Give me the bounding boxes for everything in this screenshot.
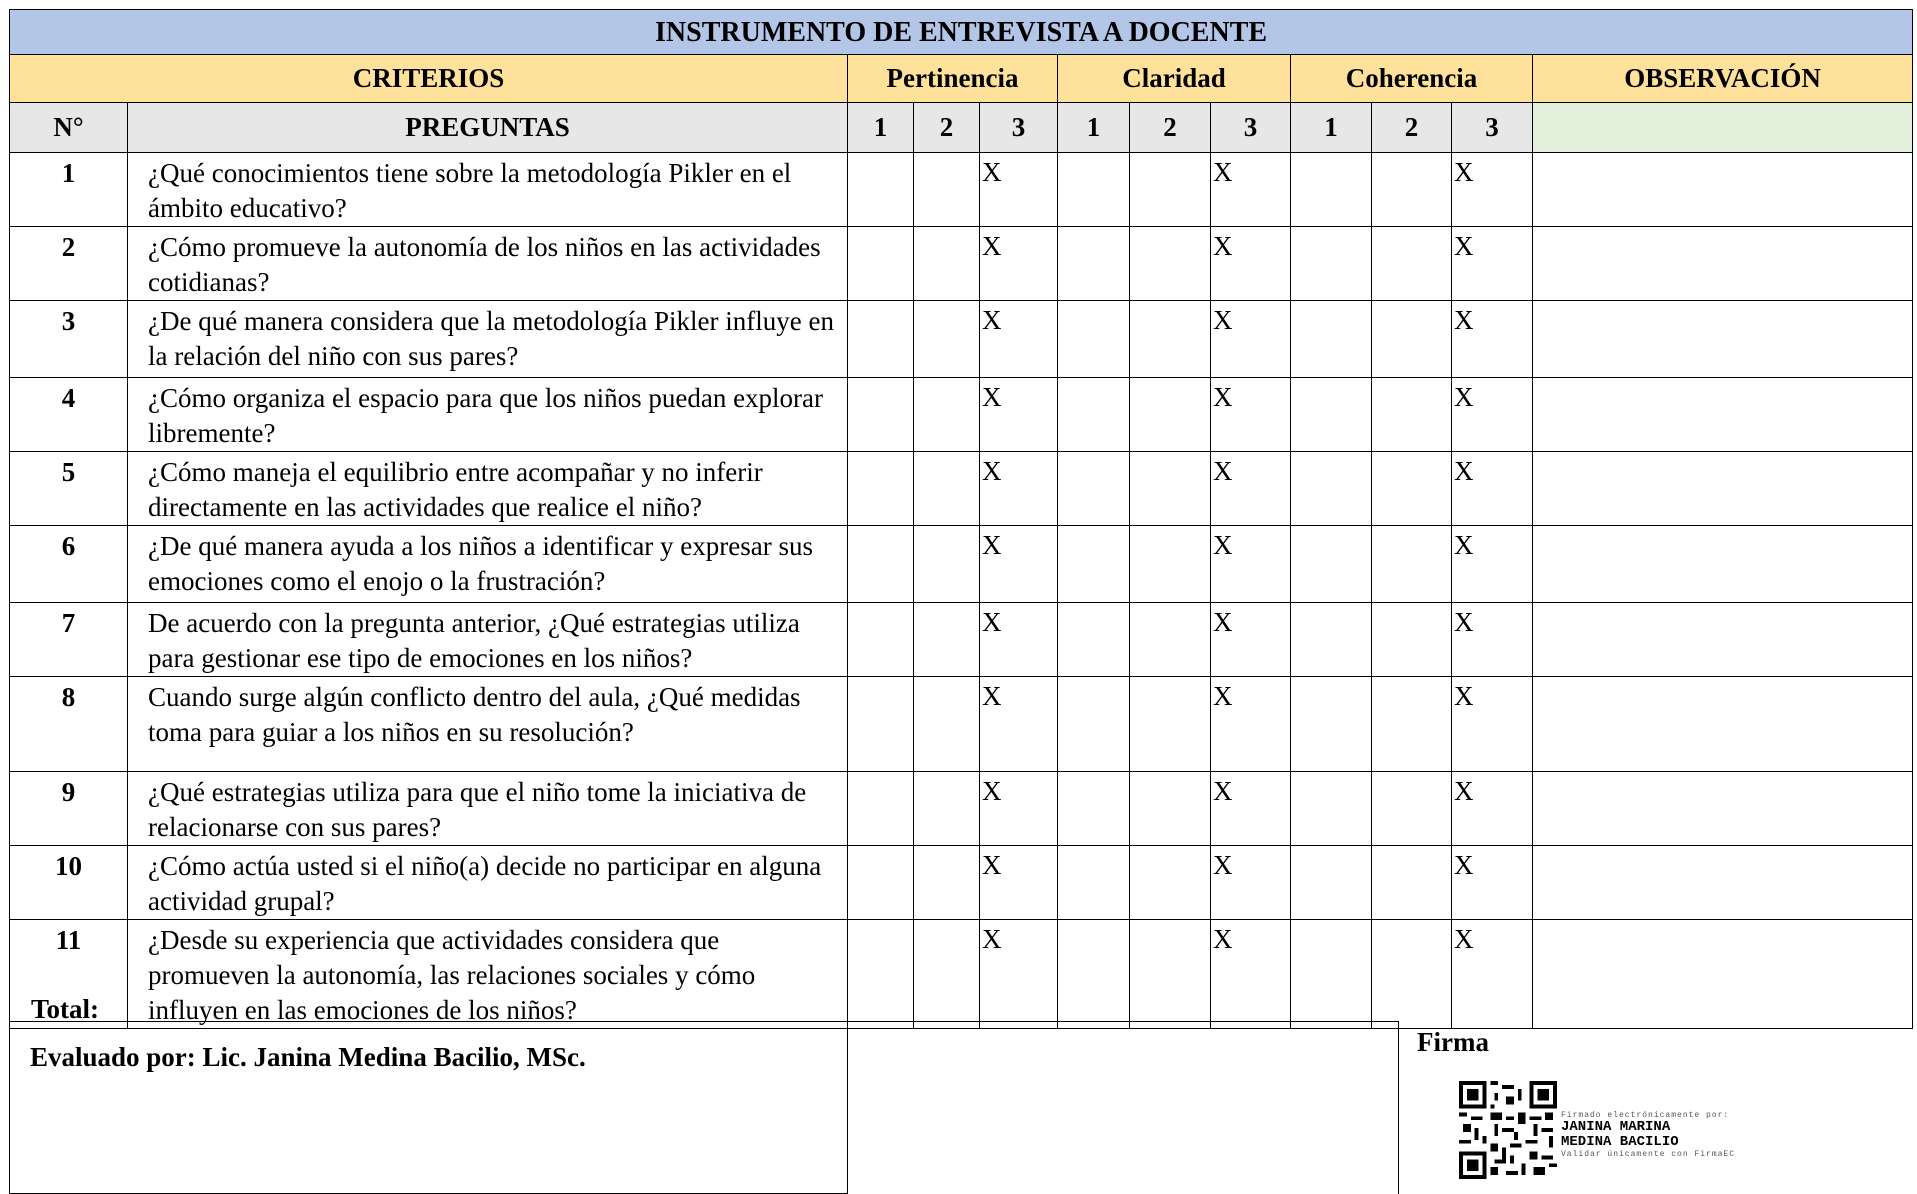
coherencia-score-1-cell — [1291, 846, 1372, 920]
pertinencia-score-2-cell — [914, 227, 980, 301]
coherencia-score-3-cell: X — [1452, 920, 1533, 1029]
claridad-score-2-cell — [1130, 846, 1211, 920]
coherencia-score-2-cell — [1372, 920, 1452, 1029]
coherencia-score-3-cell: X — [1452, 378, 1533, 452]
evaluator-cell — [9, 1021, 847, 1194]
observacion-cell — [1533, 301, 1913, 378]
claridad-score-1-cell — [1058, 378, 1130, 452]
blank-cell — [847, 1021, 1398, 1194]
coherencia-score-2-cell — [1372, 526, 1452, 603]
table-row — [10, 920, 1913, 1029]
pertinencia-score-2-cell — [914, 378, 980, 452]
observacion-cell — [1533, 378, 1913, 452]
coherencia-score-1-cell — [1291, 227, 1372, 301]
table-row — [10, 452, 1913, 526]
coherencia-score-1-cell — [1291, 920, 1372, 1029]
table-row — [10, 153, 1913, 227]
question-text: ¿Cómo maneja el equilibrio entre acompañar y no inferir directamente en las actividades que realice el niño? — [128, 452, 848, 526]
pertinencia-score-2-cell — [914, 526, 980, 603]
coherencia-score-2-cell — [1372, 452, 1452, 526]
coherencia-score-3-cell: X — [1452, 677, 1533, 772]
question-text: ¿De qué manera ayuda a los niños a identificar y expresar sus emociones como el enojo o la frustración? — [128, 526, 848, 603]
claridad-score-3-cell: X — [1211, 153, 1291, 227]
coherencia-score-1-cell — [1291, 677, 1372, 772]
pertinencia-score-3-cell: X — [980, 920, 1058, 1029]
criterios-header: CRITERIOS — [10, 55, 848, 103]
pertinencia-score-1-cell — [848, 301, 914, 378]
claridad-score-2-cell — [1130, 378, 1211, 452]
claridad-score-1-cell — [1058, 526, 1130, 603]
coherencia-score-2-cell — [1372, 301, 1452, 378]
pertinencia-score-2-cell — [914, 772, 980, 846]
claridad-score-2-cell — [1130, 227, 1211, 301]
question-number: 8 — [10, 677, 128, 772]
claridad-score-1-cell — [1058, 772, 1130, 846]
table-row — [10, 846, 1913, 920]
question-number: 7 — [10, 603, 128, 677]
question-number: 2 — [10, 227, 128, 301]
claridad-score-1-cell — [1058, 920, 1130, 1029]
signature-cell — [1398, 1021, 1912, 1194]
table-row — [10, 378, 1913, 452]
question-text: ¿Qué conocimientos tiene sobre la metodología Pikler en el ámbito educativo? — [128, 153, 848, 227]
firma-label: Firma — [1417, 1027, 1489, 1057]
claridad-score-1-cell — [1058, 153, 1130, 227]
claridad-score-1-cell — [1058, 301, 1130, 378]
coherencia-score-1-cell — [1291, 301, 1372, 378]
pertinencia-score-1-cell — [848, 846, 914, 920]
coherencia-score-3-cell: X — [1452, 526, 1533, 603]
claridad-score-1-cell — [1058, 846, 1130, 920]
claridad-score-2-cell — [1130, 526, 1211, 603]
question-text: ¿Qué estrategias utiliza para que el niño tome la iniciativa de relacionarse con sus pares? — [128, 772, 848, 846]
claridad-score-3-cell: X — [1211, 301, 1291, 378]
question-number: 5 — [10, 452, 128, 526]
question-text: De acuerdo con la pregunta anterior, ¿Qué estrategias utiliza para gestionar ese tipo de emociones en los niños? — [128, 603, 848, 677]
scale-header: 1 — [1291, 103, 1372, 153]
pertinencia-score-1-cell — [848, 153, 914, 227]
claridad-score-3-cell: X — [1211, 920, 1291, 1029]
pertinencia-score-3-cell: X — [980, 677, 1058, 772]
claridad-score-3-cell: X — [1211, 378, 1291, 452]
scale-header: 3 — [1211, 103, 1291, 153]
observacion-cell — [1533, 603, 1913, 677]
pertinencia-score-1-cell — [848, 452, 914, 526]
pertinencia-score-1-cell — [848, 603, 914, 677]
pertinencia-score-2-cell — [914, 452, 980, 526]
evaluated-by: Evaluado por: Lic. Janina Medina Bacilio, MSc. — [30, 1042, 586, 1072]
observacion-cell — [1533, 772, 1913, 846]
observacion-blank-cell — [1533, 103, 1913, 153]
coherencia-score-1-cell — [1291, 378, 1372, 452]
coherencia-score-2-cell — [1372, 846, 1452, 920]
coherencia-score-3-cell: X — [1452, 301, 1533, 378]
table-row — [10, 677, 1913, 772]
claridad-score-2-cell — [1130, 772, 1211, 846]
table-row — [10, 772, 1913, 846]
claridad-header: Claridad — [1058, 55, 1291, 103]
coherencia-score-2-cell — [1372, 378, 1452, 452]
coherencia-score-3-cell: X — [1452, 603, 1533, 677]
numero-header: N° — [10, 103, 128, 153]
pertinencia-score-1-cell — [848, 378, 914, 452]
question-text: ¿De qué manera considera que la metodología Pikler influye en la relación del niño con sus pares? — [128, 301, 848, 378]
question-number: 10 — [10, 846, 128, 920]
coherencia-score-2-cell — [1372, 677, 1452, 772]
claridad-score-3-cell: X — [1211, 526, 1291, 603]
coherencia-score-3-cell: X — [1452, 452, 1533, 526]
observacion-cell — [1533, 920, 1913, 1029]
claridad-score-1-cell — [1058, 452, 1130, 526]
observacion-cell — [1533, 526, 1913, 603]
pertinencia-score-1-cell — [848, 526, 914, 603]
electronic-signature — [1561, 1111, 1735, 1159]
coherencia-score-3-cell: X — [1452, 772, 1533, 846]
pertinencia-score-2-cell — [914, 846, 980, 920]
scale-header: 2 — [1130, 103, 1211, 153]
coherencia-score-2-cell — [1372, 153, 1452, 227]
claridad-score-3-cell: X — [1211, 846, 1291, 920]
observacion-cell — [1533, 452, 1913, 526]
claridad-score-2-cell — [1130, 301, 1211, 378]
question-number: 9 — [10, 772, 128, 846]
coherencia-score-3-cell: X — [1452, 846, 1533, 920]
claridad-score-3-cell: X — [1211, 227, 1291, 301]
pertinencia-score-1-cell — [848, 772, 914, 846]
pertinencia-score-3-cell: X — [980, 603, 1058, 677]
scale-header: 3 — [980, 103, 1058, 153]
question-text: ¿Cómo organiza el espacio para que los niños puedan explorar libremente? — [128, 378, 848, 452]
table-row — [10, 526, 1913, 603]
observacion-header: OBSERVACIÓN — [1533, 55, 1913, 103]
preguntas-header: PREGUNTAS — [128, 103, 848, 153]
evaluation-sheet — [9, 9, 1912, 1194]
claridad-score-2-cell — [1130, 452, 1211, 526]
coherencia-score-1-cell — [1291, 452, 1372, 526]
qr-code-icon — [1459, 1081, 1557, 1179]
pertinencia-score-2-cell — [914, 677, 980, 772]
question-text: ¿Desde su experiencia que actividades considera que promueven la autonomía, las relaciones sociales y cómo influyen en las emociones de los niños? — [128, 920, 848, 1029]
pertinencia-score-3-cell: X — [980, 452, 1058, 526]
coherencia-header: Coherencia — [1291, 55, 1533, 103]
table-row — [10, 227, 1913, 301]
footer — [9, 1021, 1912, 1194]
claridad-score-2-cell — [1130, 677, 1211, 772]
pertinencia-score-3-cell: X — [980, 153, 1058, 227]
document-title: INSTRUMENTO DE ENTREVISTA A DOCENTE — [10, 10, 1913, 55]
claridad-score-2-cell — [1130, 603, 1211, 677]
coherencia-score-3-cell: X — [1452, 227, 1533, 301]
pertinencia-score-1-cell — [848, 920, 914, 1029]
total-label: Total: — [31, 994, 100, 1024]
question-text: Cuando surge algún conflicto dentro del aula, ¿Qué medidas toma para guiar a los niños en su resolución? — [128, 677, 848, 772]
pertinencia-score-2-cell — [914, 920, 980, 1029]
claridad-score-3-cell: X — [1211, 772, 1291, 846]
question-text: ¿Cómo promueve la autonomía de los niños en las actividades cotidianas? — [128, 227, 848, 301]
question-number: 3 — [10, 301, 128, 378]
pertinencia-score-3-cell: X — [980, 378, 1058, 452]
claridad-score-2-cell — [1130, 153, 1211, 227]
pertinencia-score-2-cell — [914, 301, 980, 378]
coherencia-score-2-cell — [1372, 227, 1452, 301]
signature-line1: Firmado electrónicamente por: — [1561, 1111, 1730, 1120]
coherencia-score-1-cell — [1291, 772, 1372, 846]
question-number: 4 — [10, 378, 128, 452]
claridad-score-3-cell: X — [1211, 677, 1291, 772]
pertinencia-score-3-cell: X — [980, 846, 1058, 920]
claridad-score-3-cell: X — [1211, 603, 1291, 677]
observacion-cell — [1533, 153, 1913, 227]
scale-header: 3 — [1452, 103, 1533, 153]
table-row — [10, 301, 1913, 378]
scale-header: 1 — [848, 103, 914, 153]
pertinencia-score-3-cell: X — [980, 526, 1058, 603]
claridad-score-1-cell — [1058, 227, 1130, 301]
signature-line2: Validar únicamente con FirmaEC — [1561, 1150, 1736, 1159]
evaluation-table — [9, 9, 1913, 1029]
pertinencia-score-1-cell — [848, 227, 914, 301]
claridad-score-1-cell — [1058, 603, 1130, 677]
scale-header: 2 — [1372, 103, 1452, 153]
pertinencia-score-1-cell — [848, 677, 914, 772]
scale-header: 2 — [914, 103, 980, 153]
question-number: 1 — [10, 153, 128, 227]
claridad-score-2-cell — [1130, 920, 1211, 1029]
question-number: 11 — [10, 920, 128, 1029]
coherencia-score-1-cell — [1291, 526, 1372, 603]
table-row — [10, 603, 1913, 677]
observacion-cell — [1533, 677, 1913, 772]
question-text: ¿Cómo actúa usted si el niño(a) decide no participar en alguna actividad grupal? — [128, 846, 848, 920]
coherencia-score-2-cell — [1372, 772, 1452, 846]
observacion-cell — [1533, 227, 1913, 301]
pertinencia-score-3-cell: X — [980, 301, 1058, 378]
observacion-cell — [1533, 846, 1913, 920]
signature-name2: MEDINA BACILIO — [1561, 1134, 1679, 1150]
signature-name1: JANINA MARINA — [1561, 1119, 1671, 1135]
pertinencia-header: Pertinencia — [848, 55, 1058, 103]
claridad-score-1-cell — [1058, 677, 1130, 772]
pertinencia-score-2-cell — [914, 603, 980, 677]
coherencia-score-1-cell — [1291, 603, 1372, 677]
scale-header: 1 — [1058, 103, 1130, 153]
pertinencia-score-2-cell — [914, 153, 980, 227]
coherencia-score-2-cell — [1372, 603, 1452, 677]
coherencia-score-3-cell: X — [1452, 153, 1533, 227]
pertinencia-score-3-cell: X — [980, 772, 1058, 846]
claridad-score-3-cell: X — [1211, 452, 1291, 526]
question-number: 6 — [10, 526, 128, 603]
coherencia-score-1-cell — [1291, 153, 1372, 227]
pertinencia-score-3-cell: X — [980, 227, 1058, 301]
